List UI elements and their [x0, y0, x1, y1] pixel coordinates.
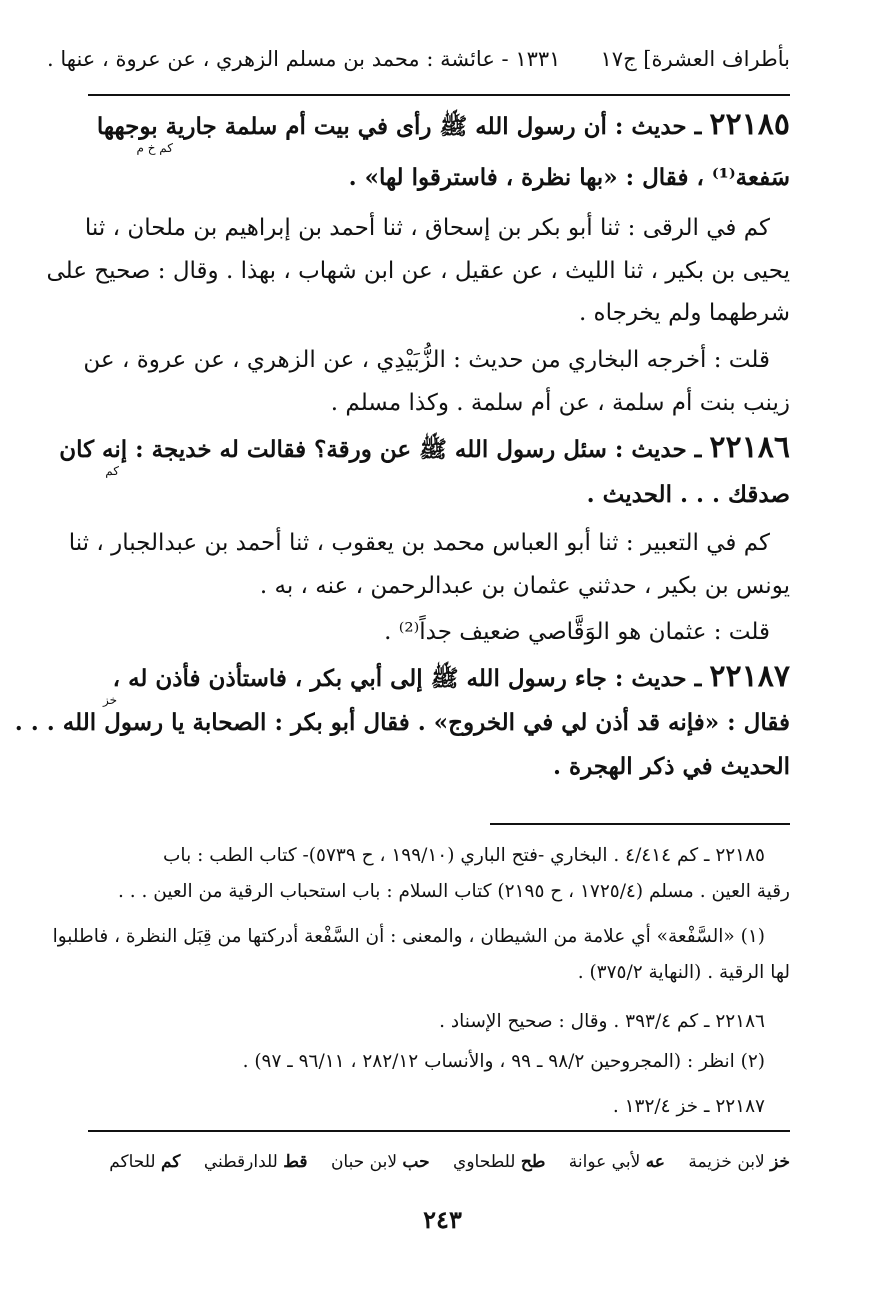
page-number: ٢٤٣ [423, 1205, 462, 1234]
entry-heading: حديث : سئل رسول الله ﷺ عن ورقة؟ فقالت له خديجة : إنه كان [59, 436, 687, 463]
entry-sigla: خز [102, 693, 117, 707]
footnote-line: (١) «السَّفْعة» أي علامة من الشيطان ، والمعنى : أن السَّفْعة أدركتها من قِبَل النظرة ، فاطلبوا [52, 926, 765, 947]
entry-heading: حديث : أن رسول الله ﷺ رأى في بيت أم سلمة جارية بوجهها [96, 113, 687, 140]
entry-22185-body-4: قلت : أخرجه البخاري من حديث : الزُّبَيْدِي ، عن الزهري ، عن عروة ، عن [83, 347, 770, 373]
entry-22186-body-3: قلت : عثمان هو الوَقَّاصي ضعيف جداً⁽²⁾ . [384, 619, 770, 645]
footnote-line: ٢٢١٨٧ ـ خز ١٣٢/٤ . [612, 1096, 765, 1117]
legend-item: خز لابن خزيمة [688, 1152, 790, 1172]
entry-number: ٢٢١٨٦ [709, 430, 790, 465]
entry-22187-line-2: فقال : «فإنه قد أذن لي في الخروج» . فقال أبو بكر : الصحابة يا رسول الله . . . [14, 709, 790, 736]
footnote-line: ٢٢١٨٥ ـ كم ٤/٤١٤ . البخاري -فتح الباري (١٩٩/١٠ ، ح ٥٧٣٩)- كتاب الطب : باب [163, 845, 765, 866]
abbreviation-legend [88, 1152, 790, 1172]
entry-22185-line-1: ٢٢١٨٥ ـ حديث : أن رسول الله ﷺ رأى في بيت أم سلمة جارية بوجهها [96, 107, 790, 142]
legend-item: حب لابن حبان [330, 1152, 430, 1172]
entry-22185-body-1: كم في الرقى : ثنا أبو بكر بن إسحاق ، ثنا أحمد بن إبراهيم بن ملحان ، ثنا [84, 215, 770, 241]
legend-item: عه لأبي عوانة [568, 1152, 665, 1172]
footnote-line: ٢٢١٨٦ ـ كم ٣٩٣/٤ . وقال : صحيح الإسناد . [439, 1011, 765, 1032]
legend-item: قط للدارقطني [203, 1152, 308, 1172]
entry-22186-line-2: صدقك . . . الحديث . [586, 481, 790, 508]
entry-22185-line-2: سَفعة⁽¹⁾ ، فقال : «بها نظرة ، فاسترقوا لها» . [348, 164, 790, 191]
entry-sigla: كم خ م [136, 141, 173, 155]
entry-22185-body-5: زينب بنت أم سلمة ، عن أم سلمة . وكذا مسلم . [330, 390, 790, 416]
footnote-line: لها الرقية . (النهاية ٣٧٥/٢) . [577, 962, 790, 983]
footnote-line: رقية العين . مسلم (١٧٢٥/٤ ، ح ٢١٩٥) كتاب السلام : باب استحباب الرقية من العين . . . [117, 881, 790, 902]
entry-22185-body-2: يحيى بن بكير ، ثنا الليث ، عن عقيل ، عن ابن شهاب ، بهذا . وقال : صحيح على [46, 258, 790, 284]
legend-item: طح للطحاوي [453, 1152, 546, 1172]
running-header: بأطراف العشرة] ج١٧ ١٣٣١ - عائشة : محمد بن مسلم الزهري ، عن عروة ، عنها . [47, 47, 790, 71]
entry-22186-body-2: يونس بن بكير ، حدثني عثمان بن عبدالرحمن ، عنه ، به . [259, 573, 790, 599]
entry-22187-line-1: ٢٢١٨٧ ـ حديث : جاء رسول الله ﷺ إلى أبي بكر ، فاستأذن فأذن له ، [112, 659, 790, 694]
entry-22186-body-1: كم في التعبير : ثنا أبو العباس محمد بن يعقوب ، ثنا أحمد بن عبدالجبار ، ثنا [68, 530, 770, 556]
entry-number: ٢٢١٨٧ [709, 659, 790, 694]
entry-22187-line-3: الحديث في ذكر الهجرة . [553, 753, 790, 780]
entry-sigla: كم [105, 464, 119, 478]
entry-22185-body-3: شرطهما ولم يخرجاه . [578, 300, 790, 326]
entry-22186-line-1: ٢٢١٨٦ ـ حديث : سئل رسول الله ﷺ عن ورقة؟ فقالت له خديجة : إنه كان [59, 430, 790, 465]
footnote-rule [490, 823, 790, 825]
legend-rule [88, 1130, 790, 1132]
header-rule [88, 94, 790, 96]
footnote-line: (٢) انظر : (المجروحين ٩٨/٢ ـ ٩٩ ، والأنساب ٢٨٢/١٢ ، ٩٦/١١ ـ ٩٧) . [242, 1051, 765, 1072]
entry-heading: حديث : جاء رسول الله ﷺ إلى أبي بكر ، فاستأذن فأذن له ، [112, 665, 687, 692]
legend-item: كم للحاكم [109, 1152, 181, 1172]
entry-number: ٢٢١٨٥ [709, 107, 790, 142]
